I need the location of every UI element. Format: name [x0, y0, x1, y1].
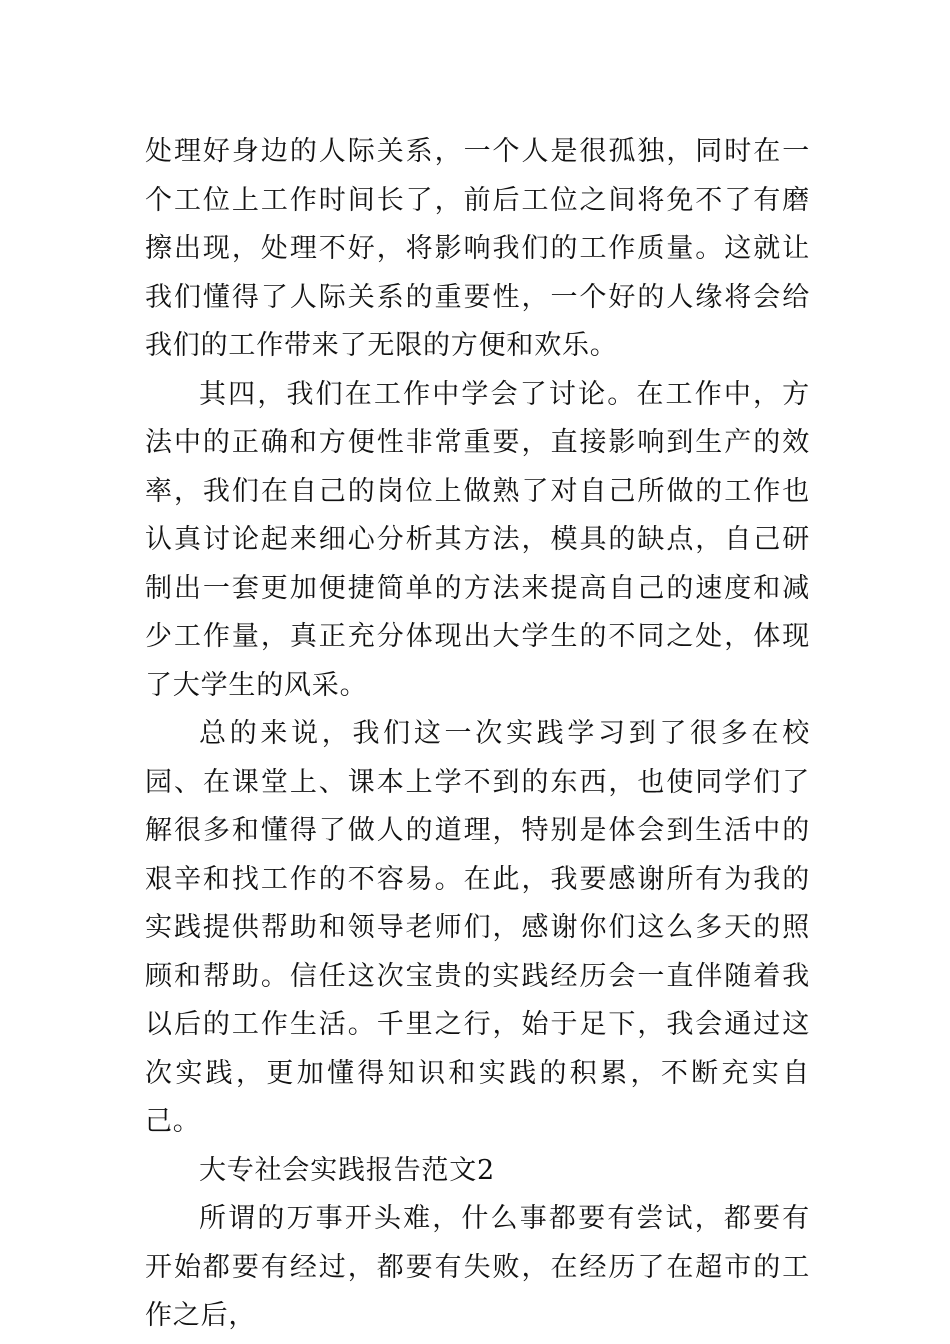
- document-body: [145, 128, 810, 1341]
- paragraph-summary: 总的来说，我们这一次实践学习到了很多在校园、在课堂上、课本上学不到的东西，也使同学们了解很多和懂得了做人的道理，特别是体会到生活中的艰辛和找工作的不容易。在此，我要感谢所有为我的实践提供帮助和领导老师们，感谢你们这么多天的照顾和帮助。信任这次宝贵的实践经历会一直伴随着我以后的工作生活。千里之行，始于足下，我会通过这次实践，更加懂得知识和实践的积累，不断充实自己。: [145, 718, 810, 1137]
- paragraph-interpersonal-relations: 处理好身边的人际关系，一个人是很孤独，同时在一个工位上工作时间长了，前后工位之间将免不了有磨擦出现，处理不好，将影响我们的工作质量。这就让我们懂得了人际关系的重要性，一个好的人缘将会给我们的工作带来了无限的方便和欢乐。: [145, 136, 810, 361]
- section-heading: 大专社会实践报告范文2: [199, 1154, 495, 1186]
- paragraph-opening: 所谓的万事开头难，什么事都要有尝试，都要有开始都要有经过，都要有失败，在经历了在超市的工作之后，: [145, 1203, 810, 1331]
- paragraph-learning-discussion: 其四，我们在工作中学会了讨论。在工作中，方法中的正确和方便性非常重要，直接影响到生产的效率，我们在自己的岗位上做熟了对自己所做的工作也认真讨论起来细心分析其方法，模具的缺点，自己研制出一套更加便捷简单的方法来提高自己的速度和减少工作量，真正充分体现出大学生的不同之处，体现了大学生的风采。: [145, 378, 810, 701]
